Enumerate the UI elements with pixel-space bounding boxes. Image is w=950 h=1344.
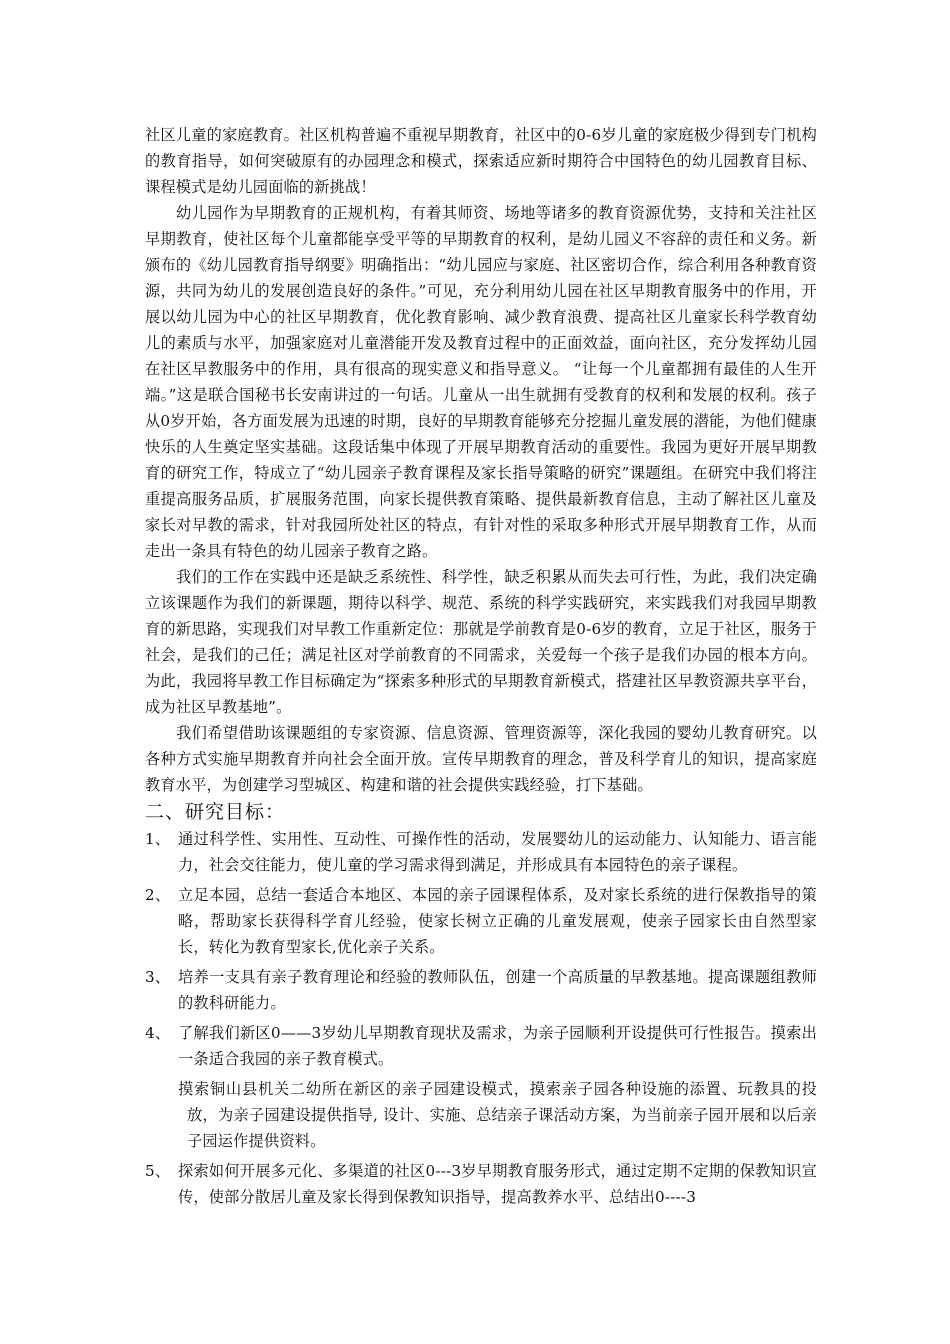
section-heading-research-goals: 二、研究目标： bbox=[145, 801, 286, 823]
paragraph-community-education: 社区儿童的家庭教育。社区机构普遍不重视早期教育，社区中的0-6岁儿童的家庭极少得到专门机构的教育指导，如何突破原有的办园理念和模式，探索适应新时期符合中国特色的幼儿园教育目标、课程模式是幼儿园面临的新挑战！ bbox=[145, 126, 817, 196]
goal-number: 1、 bbox=[145, 830, 171, 848]
goal-number: 2、 bbox=[145, 886, 171, 904]
goal-item-5 bbox=[145, 1158, 817, 1210]
goal-number: 5、 bbox=[145, 1162, 171, 1180]
goal-text: 了解我们新区0——3岁幼儿早期教育现状及需求，为亲子园顺利开设提供可行性报告。摸索出一条适合我园的亲子教育模式。 bbox=[178, 1024, 817, 1068]
goal-item-2 bbox=[145, 882, 817, 960]
goal-item-4 bbox=[145, 1020, 817, 1154]
goal-item-1 bbox=[145, 826, 817, 878]
paragraph-practice-positioning: 我们的工作在实践中还是缺乏系统性、科学性，缺乏积累从而失去可行性，为此，我们决定确立该课题作为我们的新课题，期待以科学、规范、系统的科学实践研究，来实践我们对我园早期教育的新思路，实现我们对早教工作重新定位：那就是学前教育是0-6岁的教育，立足于社区，服务于社会，是我们的己任；满足社区对学前教育的不同需求，关爱每一个孩子是我们办园的根本方向。为此，我园将早教工作目标确定为“探索多种形式的早期教育新模式，搭建社区早教资源共享平台，成为社区早教基地”。 bbox=[145, 568, 817, 716]
goal-subtext-body: 摸索铜山县机关二幼所在新区的亲子园建设模式，摸索亲子园各种设施的添置、玩教具的投放，为亲子园建设提供指导, 设计、实施、总结亲子课活动方案，为当前亲子园开展和以后亲子园运作提供资料。 bbox=[178, 1080, 817, 1150]
goal-text: 通过科学性、实用性、互动性、可操作性的活动，发展婴幼儿的运动能力、认知能力、语言能力，社会交往能力，使儿童的学习需求得到满足，并形成具有本园特色的亲子课程。 bbox=[178, 830, 817, 874]
goal-text: 探索如何开展多元化、多渠道的社区0---3岁早期教育服务形式，通过定期不定期的保教知识宣传，使部分散居儿童及家长得到保教知识指导，提高教养水平、总结出0----3 bbox=[178, 1162, 817, 1206]
goal-item-3 bbox=[145, 964, 817, 1016]
document-page bbox=[145, 122, 817, 1214]
paragraph-kindergarten-role: 幼儿园作为早期教育的正规机构，有着其师资、场地等诸多的教育资源优势，支持和关注社区早期教育，使社区每个儿童都能享受平等的早期教育的权利，是幼儿园义不容辞的责任和义务。新颁布的《幼儿园教育指导纲要》明确指出：“幼儿园应与家庭、社区密切合作，综合利用各种教育资源，共同为幼儿的发展创造良好的条件。”可见，充分利用幼儿园在社区早期教育服务中的作用，开展以幼儿园为中心的社区早期教育，优化教育影响、减少教育浪费、提高社区儿童家长科学教育幼儿的素质与水平，加强家庭对儿童潜能开发及教育过程中的正面效益，面向社区，充分发挥幼儿园在社区早教服务中的作用，具有很高的现实意义和指导意义。 “让每一个儿童都拥有最佳的人生开端。”这是联合国秘书长安南讲过的一句话。儿童从一出生就拥有受教育的权利和发展的权利。孩子从0岁开始，各方面发展为迅速的时期，良好的早期教育能够充分挖掘儿童发展的潜能，为他们健康快乐的人生奠定坚实基础。这段话集中体现了开展早期教育活动的重要性。我园为更好开展早期教育的研究工作，特成立了“幼儿园亲子教育课程及家长指导策略的研究”课题组。在研究中我们将注重提高服务品质，扩展服务范围，向家长提供教育策略、提供最新教育信息，主动了解社区儿童及家长对早教的需求，针对我园所处社区的特点，有针对性的采取多种形式开展早期教育工作，从而走出一条具有特色的幼儿园亲子教育之路。 bbox=[145, 204, 817, 560]
research-goals-list bbox=[145, 826, 817, 1210]
paragraph-expert-resources: 我们希望借助该课题组的专家资源、信息资源、管理资源等，深化我园的婴幼儿教育研究。以各种方式实施早期教育并向社会全面开放。宣传早期教育的理念，普及科学育儿的知识，提高家庭教育水平，为创建学习型城区、构建和谐的社会提供实践经验，打下基础。 bbox=[145, 724, 817, 794]
goal-text: 立足本园，总结一套适合本地区、本园的亲子园课程体系，及对家长系统的进行保教指导的策略，帮助家长获得科学育儿经验，使家长树立正确的儿童发展观，使亲子园家长由自然型家长，转化为教育型家长,优化亲子关系。 bbox=[178, 886, 817, 956]
goal-number: 4、 bbox=[145, 1024, 171, 1042]
goal-number: 3、 bbox=[145, 968, 171, 986]
goal-subtext bbox=[178, 1076, 817, 1154]
goal-text: 培养一支具有亲子教育理论和经验的教师队伍，创建一个高质量的早教基地。提高课题组教师的教科研能力。 bbox=[178, 968, 817, 1012]
